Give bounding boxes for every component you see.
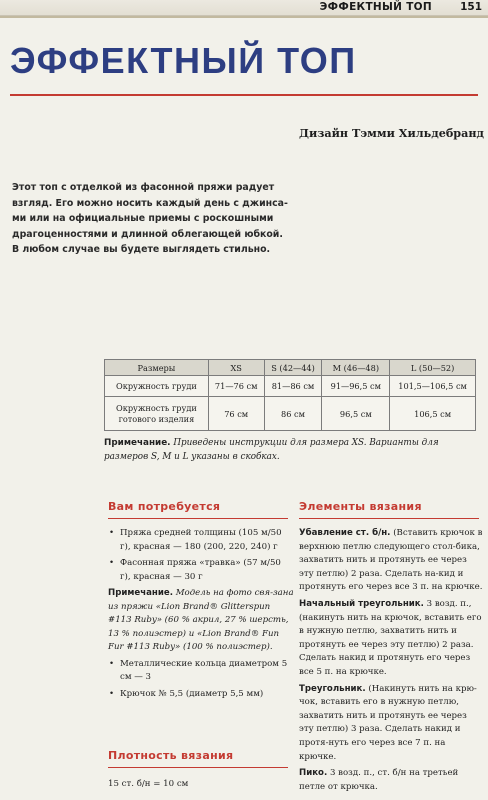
row-label: Окружность груди xyxy=(105,376,209,397)
title-underline xyxy=(10,94,478,96)
elements-heading-rule xyxy=(299,518,479,519)
element-text: (Накинуть нить на крю-чок, вставить его в нужную петлю, захватить нить и протянуть ее через эту петлю) 3 раза. Сделать накид и протя-нуть его через все 7 п. на крючке. xyxy=(299,683,477,762)
intro-paragraph xyxy=(12,180,298,258)
size-table xyxy=(104,359,476,431)
elements-list xyxy=(299,527,483,797)
intro-line: Этот топ с отделкой из фасонной пряжи радует xyxy=(12,182,275,193)
table-cell: 71—76 см xyxy=(208,376,264,397)
table-row xyxy=(105,376,476,397)
row-label xyxy=(105,397,209,431)
element-entry xyxy=(299,683,483,765)
element-entry xyxy=(299,527,483,595)
row-label-line: готового изделия xyxy=(118,413,195,424)
elements-heading: Элементы вязания xyxy=(299,500,422,513)
row-label-line: Окружность груди xyxy=(115,402,197,413)
element-term: Пико. xyxy=(299,768,328,779)
element-term: Убавление ст. б/н. xyxy=(299,528,391,538)
element-text: 3 возд. п., ст. б/н на третьей петле от крючка. xyxy=(299,768,459,792)
materials-note-label: Примечание. xyxy=(108,588,173,598)
page-number: 151 xyxy=(460,1,482,13)
list-item: • Металлические кольца диаметром 5 см — 3 xyxy=(109,658,288,682)
header-cell: S (42—44) xyxy=(264,360,322,376)
table-cell: 86 см xyxy=(264,397,322,431)
header-cell: Размеры xyxy=(105,360,209,376)
list-item: • Крючок № 5,5 (диаметр 5,5 мм) xyxy=(108,688,294,702)
designer-credit: Дизайн Тэмми Хильдебранд xyxy=(299,126,484,140)
element-term: Начальный треугольник. xyxy=(299,598,424,609)
element-term: Треугольник. xyxy=(299,683,366,694)
materials-note xyxy=(108,587,294,655)
bullet-icon: • xyxy=(109,528,115,538)
bullet-icon: • xyxy=(109,688,115,699)
element-text: 3 возд. п., (накинуть нить на крючок, вставить его в нужную петлю, захватить нить и протянуть ее через эту петлю) 2 раза. Сделать накид и протянуть его через все 5 п. на крючке. xyxy=(299,598,482,677)
intro-line: ми или на официальные приемы с роскошными xyxy=(12,213,274,224)
element-entry xyxy=(299,598,483,680)
bullet-icon: • xyxy=(109,558,115,568)
intro-line: В любом случае вы будете выглядеть стильно. xyxy=(12,244,271,255)
table-row xyxy=(105,397,476,431)
element-text: (Вставить крючок в верхнюю петлю следующего стол-бика, захватить нить и протянуть ее через эту петлю) 2 раза. Сделать на-кид и протянуть его через все 3 п. на крючке. xyxy=(299,528,483,593)
table-cell: 91—96,5 см xyxy=(322,376,390,397)
gauge-heading: Плотность вязания xyxy=(108,749,234,762)
intro-line: драгоценностями и длинной облегающей юбкой. xyxy=(12,228,283,240)
table-cell: 81—86 см xyxy=(264,376,322,397)
header-cell: XS xyxy=(208,360,264,376)
table-cell: 101,5—106,5 см xyxy=(390,376,476,397)
table-cell: 106,5 см xyxy=(390,397,476,431)
header-cell: M (46—48) xyxy=(322,360,390,376)
materials-note-text: Модель на фото свя-зана из пряжи «Lion Brand® Glitterspun #113 Ruby» (60 % акрил, 27 % шерсть, 13 % полиэстер) и «Lion Brand® Fun Fur #113 Ruby» (100 % полиэстер). xyxy=(108,588,294,652)
table-cell: 96,5 см xyxy=(322,397,390,431)
intro-line: взгляд. Его можно носить каждый день с джинса- xyxy=(12,197,288,209)
note-label: Примечание. xyxy=(104,438,171,448)
table-cell: 76 см xyxy=(208,397,264,431)
note-text: Приведены инструкции для размера XS. Варианты для размеров S, M и L указаны в скобках. xyxy=(104,438,439,462)
element-entry xyxy=(299,767,483,794)
materials-list xyxy=(108,527,294,704)
gauge-heading-rule xyxy=(108,767,288,768)
size-table-header xyxy=(105,360,476,376)
materials-heading-rule xyxy=(108,518,288,519)
bullet-icon: • xyxy=(109,658,115,669)
page-title: ЭФФЕКТНЫЙ ТОП xyxy=(10,40,357,81)
list-item: • Пряжа средней толщины (105 м/50 г), красная — 180 (200, 220, 240) г xyxy=(109,528,282,552)
materials-heading: Вам потребуется xyxy=(108,500,221,513)
header-rule xyxy=(0,16,488,18)
running-header xyxy=(0,0,488,16)
gauge-text: 15 ст. б/н = 10 см xyxy=(108,779,189,789)
running-head-title: ЭФФЕКТНЫЙ ТОП xyxy=(319,1,432,13)
size-note xyxy=(104,437,480,464)
list-item: • Фасонная пряжа «травка» (57 м/50 г), красная — 30 г xyxy=(109,558,281,582)
header-cell: L (50—52) xyxy=(390,360,476,376)
